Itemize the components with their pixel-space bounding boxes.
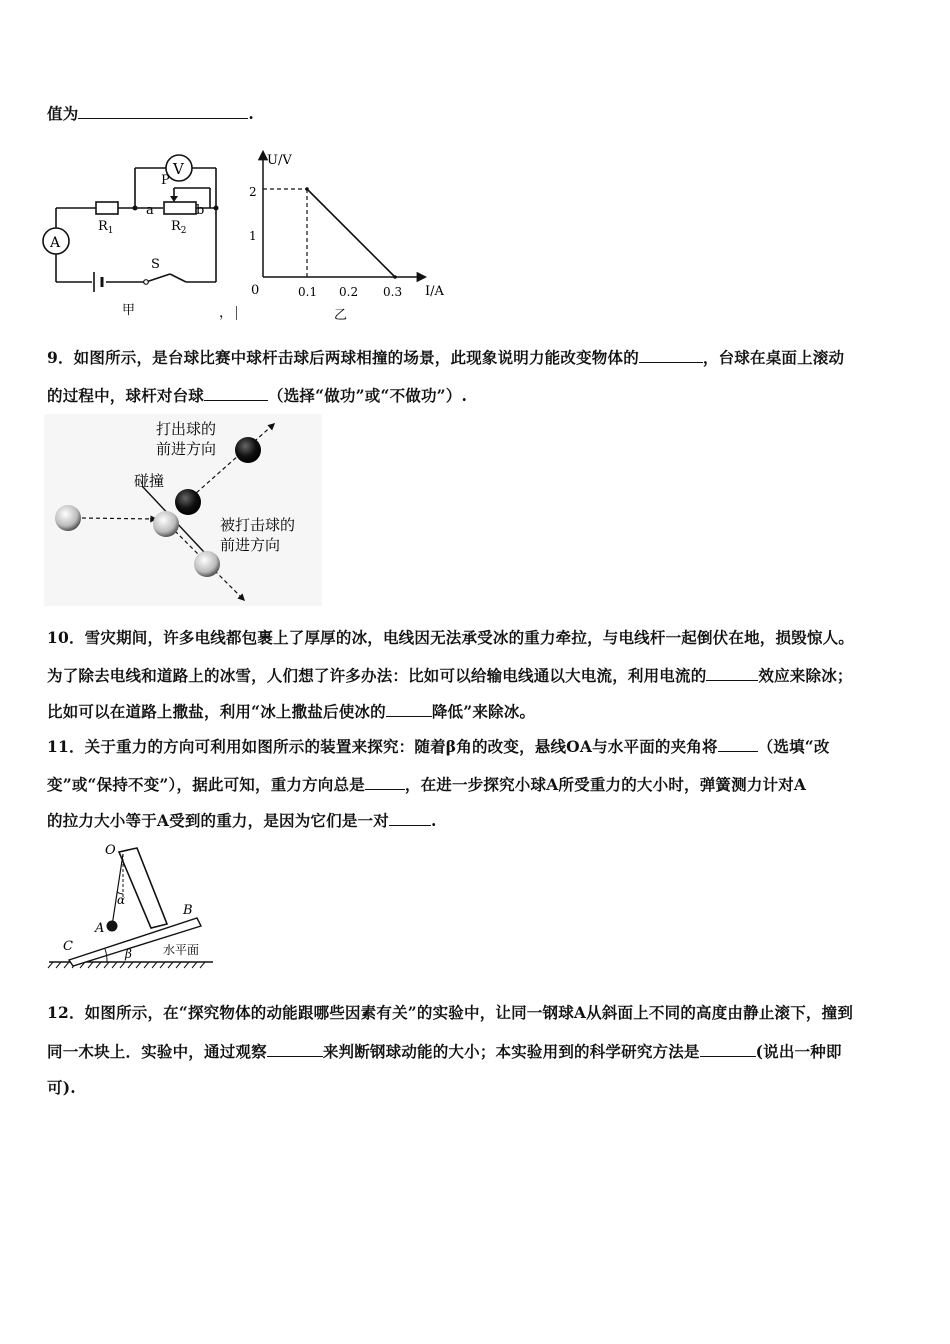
point-c-label: C bbox=[63, 939, 73, 954]
voltmeter-label: V bbox=[173, 160, 184, 178]
y-tick-2: 2 bbox=[249, 185, 257, 199]
q9-line-1 bbox=[47, 346, 844, 368]
q8-circuit-diagram bbox=[40, 148, 235, 328]
point-a-label: A bbox=[95, 921, 105, 936]
q12-text-2b: 来判断钢球动能的大小；本实验用到的科学研究方法是 bbox=[322, 1042, 700, 1061]
x-axis-label: I/A bbox=[425, 284, 444, 299]
q10-line-2 bbox=[47, 664, 853, 686]
ball-a-icon bbox=[107, 921, 118, 932]
alpha-label: α bbox=[117, 893, 126, 907]
q11-blank-2[interactable] bbox=[365, 775, 405, 790]
y-axis-label: U/V bbox=[267, 153, 292, 168]
point-b-label: B bbox=[183, 903, 193, 918]
cue-ball-collision-icon bbox=[153, 511, 179, 537]
q12-line-3: 可). bbox=[47, 1078, 76, 1097]
q11-text-1b: （选填“改 bbox=[757, 737, 830, 756]
switch-label: S bbox=[151, 257, 160, 272]
q12-text-2c: (说出一种即 bbox=[755, 1042, 842, 1061]
graph-caption: 乙 bbox=[334, 308, 348, 323]
q9-text-2b: （选择“做功”或“不做功”）. bbox=[268, 386, 468, 405]
graph-point-1 bbox=[305, 187, 309, 191]
q10-line-3 bbox=[47, 700, 535, 722]
q10-text-3b: 降低”来除冰。 bbox=[431, 702, 536, 721]
q9-blank-2[interactable] bbox=[204, 386, 268, 401]
q11-text-3a: 的拉力大小等于A受到的重力，是因为它们是一对 bbox=[47, 811, 389, 830]
node-a-label: a bbox=[146, 203, 154, 218]
hit-ball-label-2: 前进方向 bbox=[156, 440, 217, 458]
q12-blank-1[interactable] bbox=[267, 1042, 323, 1057]
q9-text-1b: ，台球在桌面上滚动 bbox=[702, 348, 845, 367]
q11-line-1 bbox=[47, 735, 830, 757]
circuit-caption: 甲 bbox=[122, 303, 136, 318]
q12-line-1: 12．如图所示，在“探究物体的动能跟哪些因素有关”的实验中，让同一钢球A从斜面上不同的高度由静止滚下，撞到 bbox=[47, 1003, 854, 1022]
slider-label: P bbox=[161, 173, 170, 188]
q9-text-2a: 的过程中，球杆对台球 bbox=[47, 386, 205, 405]
q10-text-3a: 比如可以在道路上撒盐，利用“冰上撒盐后使冰的 bbox=[47, 702, 386, 721]
q10-blank-1[interactable] bbox=[706, 666, 758, 681]
origin-label: 0 bbox=[251, 283, 260, 298]
q10-text-2a: 为了除去电线和道路上的冰雪，人们想了许多办法：比如可以给输电线通以大电流，利用电流的 bbox=[47, 666, 707, 685]
q10-blank-2[interactable] bbox=[386, 702, 432, 717]
q12-text-2a: 同一木块上．实验中，通过观察 bbox=[47, 1042, 267, 1061]
q9-line-2 bbox=[47, 384, 467, 406]
q11-blank-1[interactable] bbox=[718, 737, 758, 752]
collide-label: 碰撞 bbox=[134, 472, 165, 490]
q11-text-1a: 11．关于重力的方向可利用如图所示的装置来探究：随着β角的改变，悬线OA与水平面的夹角将 bbox=[47, 737, 718, 756]
q12-line-2 bbox=[47, 1040, 842, 1062]
y-tick-1: 1 bbox=[249, 229, 257, 243]
q11-text-3b: . bbox=[430, 811, 437, 830]
q11-line-2 bbox=[47, 773, 806, 795]
node-b-label: b bbox=[196, 203, 205, 218]
x-tick-1: 0.1 bbox=[298, 285, 318, 299]
q9-billiard-figure bbox=[44, 414, 322, 606]
struck-ball-label-1: 被打击球的 bbox=[220, 516, 296, 534]
object-ball-end-icon bbox=[235, 437, 261, 463]
object-ball-icon bbox=[175, 489, 201, 515]
separator-mark bbox=[236, 306, 237, 320]
q11-text-2b: ，在进一步探究小球A所受重力的大小时，弹簧测力计对A bbox=[404, 775, 807, 794]
q10-line-1: 10．雪灾期间，许多电线都包裹上了厚厚的冰，电线因无法承受冰的重力牵拉，与电线杆一起倒伏在地，损毁惊人。 bbox=[47, 628, 854, 647]
graph-series-line bbox=[307, 189, 395, 277]
q8-blank[interactable] bbox=[78, 104, 248, 119]
q11-text-2a: 变”或“保持不变”），据此可知，重力方向总是 bbox=[47, 775, 365, 794]
figure-separator: ， bbox=[219, 305, 233, 321]
beta-label: β bbox=[125, 947, 132, 961]
q12-blank-2[interactable] bbox=[700, 1042, 756, 1057]
cue-ball-start-icon bbox=[55, 505, 81, 531]
q11-blank-3[interactable] bbox=[389, 811, 431, 826]
ammeter-label: A bbox=[50, 235, 61, 251]
q8-answer-line bbox=[47, 102, 254, 124]
q8-ui-graph bbox=[245, 146, 450, 326]
x-tick-3: 0.3 bbox=[383, 285, 403, 299]
q11-line-3 bbox=[47, 809, 437, 831]
q10-text-2b: 效应来除冰； bbox=[758, 666, 853, 685]
q9-text-1a: 9．如图所示，是台球比赛中球杆击球后两球相撞的场景，此现象说明力能改变物体的 bbox=[47, 348, 639, 367]
q8-suffix: . bbox=[248, 104, 255, 123]
r1-label: $R_1$ bbox=[98, 219, 114, 236]
q8-prefix: 值为 bbox=[47, 104, 79, 123]
cue-ball-end-icon bbox=[194, 551, 220, 577]
ground-label: 水平面 bbox=[163, 943, 200, 957]
point-o-label: O bbox=[105, 843, 116, 858]
graph-point-2 bbox=[393, 275, 397, 279]
hit-ball-label-1: 打出球的 bbox=[156, 420, 217, 438]
struck-ball-label-2: 前进方向 bbox=[220, 536, 281, 554]
x-tick-2: 0.2 bbox=[339, 285, 359, 299]
r2-label: $R_2$ bbox=[171, 219, 187, 236]
q11-gravity-figure bbox=[45, 838, 217, 972]
q9-blank-1[interactable] bbox=[639, 348, 703, 363]
